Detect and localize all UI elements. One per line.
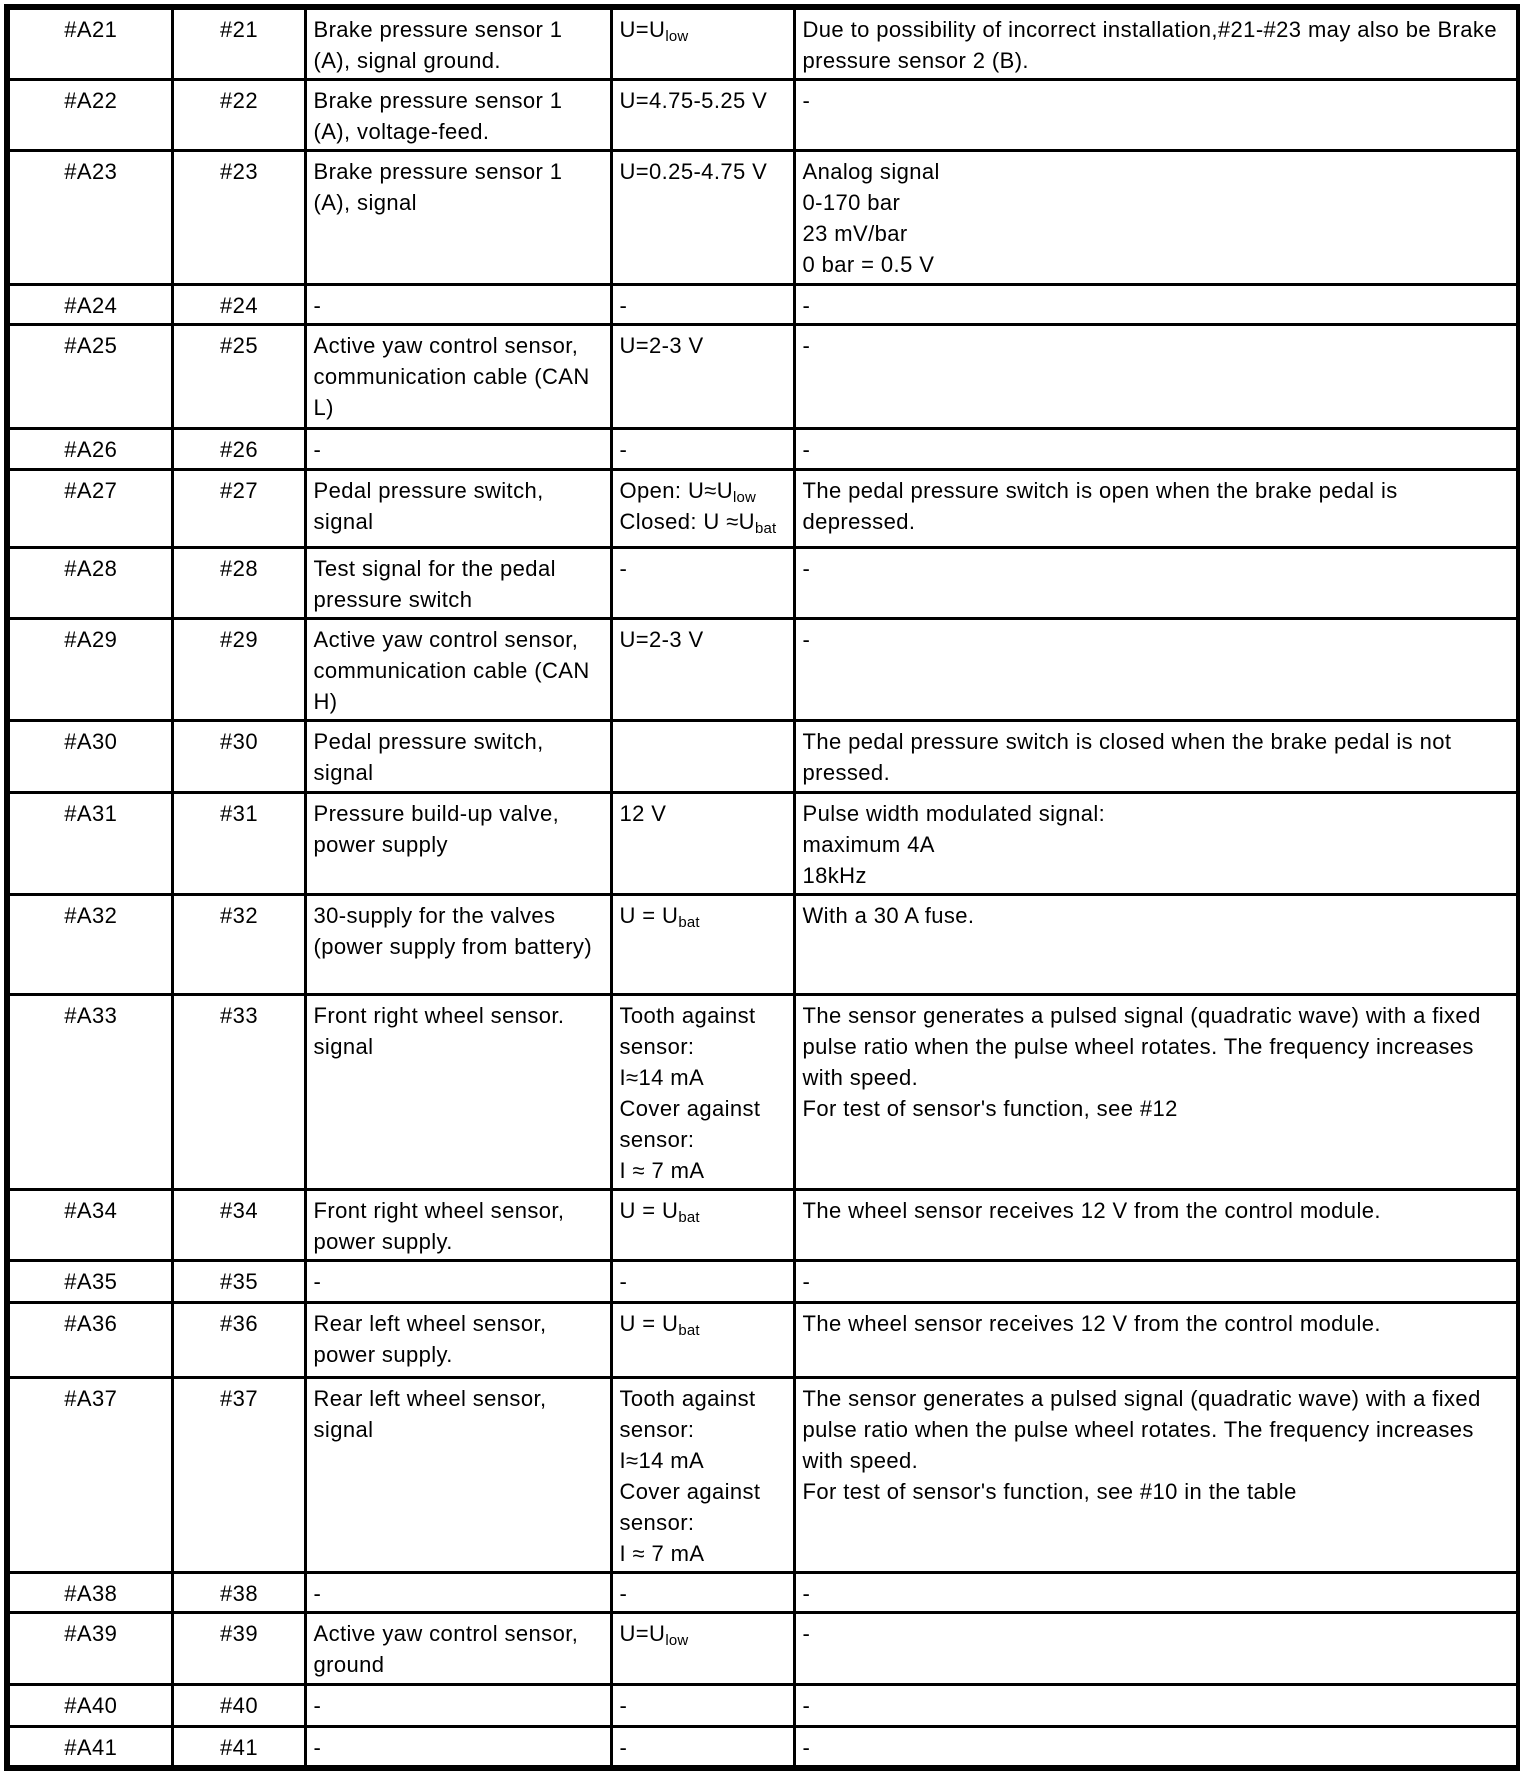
cell-description: - xyxy=(305,429,611,470)
table-row xyxy=(7,721,1519,793)
table-row xyxy=(7,1378,1519,1573)
cell-value: $U=U_{low}$ xyxy=(611,7,794,80)
cell-notes: The wheel sensor receives 12 V from the control module. xyxy=(794,1190,1519,1261)
table-row xyxy=(7,7,1519,80)
cell-pin: #41 xyxy=(172,1727,305,1769)
cell-value: U=0.25-4.75 V xyxy=(611,151,794,285)
cell-description: Front right wheel sensor. signal xyxy=(305,995,611,1190)
cell-description: Active yaw control sensor, communication cable (CAN L) xyxy=(305,325,611,429)
cell-notes: - xyxy=(794,429,1519,470)
cell-value: U=2-3 V xyxy=(611,619,794,721)
cell-pin: #35 xyxy=(172,1261,305,1303)
cell-value: - xyxy=(611,548,794,619)
cell-description: Active yaw control sensor, communication cable (CAN H) xyxy=(305,619,611,721)
cell-pin: #24 xyxy=(172,285,305,325)
cell-notes: The wheel sensor receives 12 V from the control module. xyxy=(794,1303,1519,1378)
subscript: low xyxy=(733,489,757,507)
cell-description: Pedal pressure switch, signal xyxy=(305,721,611,793)
cell-notes: Pulse width modulated signal: maximum 4A 18kHz xyxy=(794,793,1519,895)
cell-designation: #A24 xyxy=(7,285,172,325)
cell-pin: #26 xyxy=(172,429,305,470)
table-row xyxy=(7,895,1519,995)
table-row xyxy=(7,1685,1519,1727)
cell-designation: #A34 xyxy=(7,1190,172,1261)
cell-value xyxy=(611,721,794,793)
cell-designation: #A30 xyxy=(7,721,172,793)
cell-notes: - xyxy=(794,1613,1519,1685)
cell-value: U=2-3 V xyxy=(611,325,794,429)
cell-designation: #A36 xyxy=(7,1303,172,1378)
cell-pin: #23 xyxy=(172,151,305,285)
cell-designation: #A25 xyxy=(7,325,172,429)
cell-pin: #32 xyxy=(172,895,305,995)
cell-value: Tooth against sensor: I≈14 mA Cover against sensor: I ≈ 7 mA xyxy=(611,1378,794,1573)
cell-notes: - xyxy=(794,1261,1519,1303)
cell-designation: #A31 xyxy=(7,793,172,895)
cell-pin: #40 xyxy=(172,1685,305,1727)
cell-notes: - xyxy=(794,619,1519,721)
cell-pin: #30 xyxy=(172,721,305,793)
cell-designation: #A35 xyxy=(7,1261,172,1303)
cell-notes: - xyxy=(794,285,1519,325)
cell-pin: #33 xyxy=(172,995,305,1190)
table-row xyxy=(7,80,1519,151)
cell-designation: #A22 xyxy=(7,80,172,151)
cell-pin: #21 xyxy=(172,7,305,80)
cell-notes: Analog signal 0-170 bar 23 mV/bar 0 bar = 0.5 V xyxy=(794,151,1519,285)
cell-value: Open: $U\approx U_{low}$ Closed: $U \approx U_{bat}$ xyxy=(611,470,794,548)
cell-description: Rear left wheel sensor, signal xyxy=(305,1378,611,1573)
table-row xyxy=(7,470,1519,548)
cell-pin: #25 xyxy=(172,325,305,429)
table-row xyxy=(7,548,1519,619)
cell-description: Active yaw control sensor, ground xyxy=(305,1613,611,1685)
cell-notes: - xyxy=(794,1573,1519,1613)
cell-pin: #27 xyxy=(172,470,305,548)
cell-notes: The pedal pressure switch is open when the brake pedal is depressed. xyxy=(794,470,1519,548)
cell-notes: - xyxy=(794,325,1519,429)
cell-notes: With a 30 A fuse. xyxy=(794,895,1519,995)
cell-designation: #A27 xyxy=(7,470,172,548)
table-row xyxy=(7,619,1519,721)
pinout-table xyxy=(4,4,1520,1771)
subscript: bat xyxy=(754,520,777,538)
cell-designation: #A39 xyxy=(7,1613,172,1685)
table-row xyxy=(7,325,1519,429)
cell-pin: #28 xyxy=(172,548,305,619)
table-row xyxy=(7,995,1519,1190)
table-row xyxy=(7,151,1519,285)
table-row xyxy=(7,1261,1519,1303)
cell-designation: #A29 xyxy=(7,619,172,721)
table-row xyxy=(7,1573,1519,1613)
cell-value: - xyxy=(611,1685,794,1727)
cell-designation: #A37 xyxy=(7,1378,172,1573)
cell-value: $U=U_{low}$ xyxy=(611,1613,794,1685)
cell-designation: #A21 xyxy=(7,7,172,80)
cell-description: - xyxy=(305,285,611,325)
cell-designation: #A32 xyxy=(7,895,172,995)
pinout-table-body xyxy=(7,7,1519,1768)
cell-value: - xyxy=(611,285,794,325)
cell-description: - xyxy=(305,1573,611,1613)
cell-designation: #A26 xyxy=(7,429,172,470)
cell-notes: - xyxy=(794,80,1519,151)
cell-notes: - xyxy=(794,548,1519,619)
cell-value: U=4.75-5.25 V xyxy=(611,80,794,151)
cell-description: - xyxy=(305,1685,611,1727)
cell-value: $U = U_{bat}$ xyxy=(611,1190,794,1261)
cell-designation: #A28 xyxy=(7,548,172,619)
cell-designation: #A38 xyxy=(7,1573,172,1613)
cell-notes: The pedal pressure switch is closed when the brake pedal is not pressed. xyxy=(794,721,1519,793)
cell-pin: #36 xyxy=(172,1303,305,1378)
cell-pin: #37 xyxy=(172,1378,305,1573)
cell-value: $U = U_{bat}$ xyxy=(611,895,794,995)
cell-pin: #34 xyxy=(172,1190,305,1261)
cell-pin: #22 xyxy=(172,80,305,151)
cell-description: Pedal pressure switch, signal xyxy=(305,470,611,548)
cell-description: Brake pressure sensor 1 (A), voltage-feed. xyxy=(305,80,611,151)
table-row xyxy=(7,429,1519,470)
subscript: low xyxy=(665,1632,689,1650)
cell-notes: Due to possibility of incorrect installation,#21-#23 may also be Brake pressure sensor 2 (B). xyxy=(794,7,1519,80)
cell-pin: #29 xyxy=(172,619,305,721)
cell-description: Front right wheel sensor, power supply. xyxy=(305,1190,611,1261)
cell-description: Rear left wheel sensor, power supply. xyxy=(305,1303,611,1378)
cell-description: 30-supply for the valves (power supply from battery) xyxy=(305,895,611,995)
cell-designation: #A41 xyxy=(7,1727,172,1769)
cell-notes: The sensor generates a pulsed signal (quadratic wave) with a fixed pulse ratio when the pulse wheel rotates. The frequency increases with speed. For test of sensor's function, see #12 xyxy=(794,995,1519,1190)
cell-description: Test signal for the pedal pressure switch xyxy=(305,548,611,619)
cell-value: - xyxy=(611,1727,794,1769)
table-row xyxy=(7,1190,1519,1261)
cell-designation: #A40 xyxy=(7,1685,172,1727)
cell-value: - xyxy=(611,429,794,470)
cell-value: - xyxy=(611,1573,794,1613)
cell-value: Tooth against sensor: I≈14 mA Cover against sensor: I ≈ 7 mA xyxy=(611,995,794,1190)
table-row xyxy=(7,1303,1519,1378)
cell-value: 12 V xyxy=(611,793,794,895)
cell-description: Brake pressure sensor 1 (A), signal xyxy=(305,151,611,285)
table-row xyxy=(7,285,1519,325)
cell-designation: #A33 xyxy=(7,995,172,1190)
cell-notes: The sensor generates a pulsed signal (quadratic wave) with a fixed pulse ratio when the pulse wheel rotates. The frequency increases with speed. For test of sensor's function, see #10 in the table xyxy=(794,1378,1519,1573)
cell-value: $U = U_{bat}$ xyxy=(611,1303,794,1378)
cell-description: - xyxy=(305,1261,611,1303)
cell-pin: #39 xyxy=(172,1613,305,1685)
table-row xyxy=(7,1613,1519,1685)
cell-pin: #38 xyxy=(172,1573,305,1613)
cell-designation: #A23 xyxy=(7,151,172,285)
cell-description: - xyxy=(305,1727,611,1769)
table-row xyxy=(7,793,1519,895)
subscript: bat xyxy=(678,914,700,932)
subscript: bat xyxy=(678,1322,700,1340)
cell-value: - xyxy=(611,1261,794,1303)
cell-description: Brake pressure sensor 1 (A), signal ground. xyxy=(305,7,611,80)
cell-description: Pressure build-up valve, power supply xyxy=(305,793,611,895)
table-row xyxy=(7,1727,1519,1769)
subscript: low xyxy=(665,28,689,46)
cell-pin: #31 xyxy=(172,793,305,895)
cell-notes: - xyxy=(794,1685,1519,1727)
subscript: bat xyxy=(678,1209,700,1227)
cell-notes: - xyxy=(794,1727,1519,1769)
